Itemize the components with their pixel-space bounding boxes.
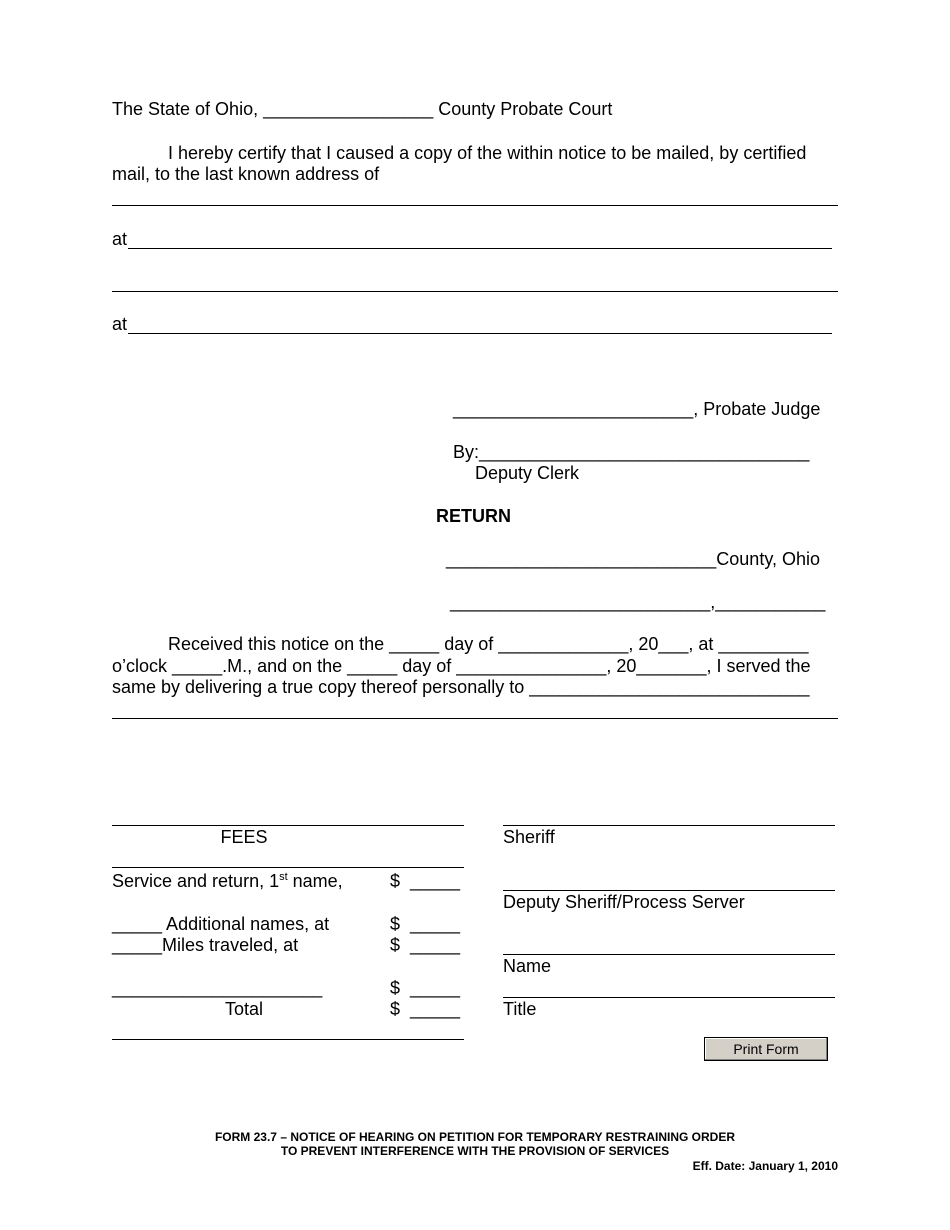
officer-name-line[interactable] — [503, 954, 835, 955]
miles-dollar-sign: $ — [390, 935, 401, 955]
return-county: ___________________________County, Ohio — [446, 549, 821, 569]
officer-name-label: Name — [503, 956, 552, 976]
served-person-line[interactable] — [112, 718, 838, 719]
received-text-1: Received this notice on the _____ day of _____________, 20___, at _________ — [168, 634, 809, 654]
fees-top-rule — [112, 825, 464, 826]
service-return-label: Service and return, 1st name, — [112, 871, 343, 891]
return-date: __________________________,___________ — [450, 592, 826, 612]
sheriff-label: Sheriff — [503, 827, 555, 847]
received-line-3: same by delivering a true copy thereof personally to ____________________________ — [112, 677, 810, 697]
at-label-1: at — [112, 229, 128, 249]
recipient-address-line-2[interactable] — [128, 333, 832, 334]
fees-bottom-rule — [112, 1039, 464, 1040]
officer-title-label: Title — [503, 999, 537, 1019]
at-label-2: at — [112, 314, 128, 334]
other-fee-label-blank[interactable]: _____________________ — [112, 978, 323, 998]
recipient-address-line-1[interactable] — [128, 248, 832, 249]
additional-dollar-sign: $ — [390, 914, 401, 934]
miles-fee-blank[interactable]: _____ — [410, 935, 461, 955]
effective-date: Eff. Date: January 1, 2010 — [692, 1159, 838, 1173]
additional-names-label: _____ Additional names, at — [112, 914, 330, 934]
additional-fee-blank[interactable]: _____ — [410, 914, 461, 934]
fees-header-rule — [112, 867, 464, 868]
received-line-1 — [112, 634, 809, 655]
fees-title: FEES — [220, 827, 268, 847]
service-dollar-sign: $ — [390, 871, 401, 891]
certify-line-2: mail, to the last known address of — [112, 164, 380, 184]
print-form-button[interactable]: Print Form — [704, 1037, 828, 1061]
deputy-sheriff-label: Deputy Sheriff/Process Server — [503, 892, 745, 912]
received-line-2: o’clock _____.M., and on the _____ day of _______________, 20_______, I served the — [112, 656, 811, 676]
certify-text-1: I hereby certify that I caused a copy of the within notice to be mailed, by certified — [168, 143, 807, 163]
return-title: RETURN — [436, 506, 511, 526]
deputy-sheriff-signature-line[interactable] — [503, 890, 835, 891]
service-fee-blank[interactable]: _____ — [410, 871, 461, 891]
probate-judge-signature: ________________________, Probate Judge — [453, 399, 821, 419]
deputy-clerk-label: Deputy Clerk — [475, 463, 580, 483]
recipient-name-line-2[interactable] — [112, 291, 838, 292]
other-dollar-sign: $ — [390, 978, 401, 998]
recipient-name-line-1[interactable] — [112, 205, 838, 206]
sheriff-signature-line[interactable] — [503, 825, 835, 826]
miles-traveled-label: _____Miles traveled, at — [112, 935, 299, 955]
form-title-line-2: TO PREVENT INTERFERENCE WITH THE PROVISION OF SERVICES — [280, 1144, 670, 1158]
certify-line-1 — [112, 143, 806, 164]
deputy-clerk-signature: By:_________________________________ — [453, 442, 810, 462]
form-title-line-1: FORM 23.7 – NOTICE OF HEARING ON PETITION FOR TEMPORARY RESTRAINING ORDER — [214, 1130, 736, 1144]
other-fee-blank[interactable]: _____ — [410, 978, 461, 998]
total-fee-blank[interactable]: _____ — [410, 999, 461, 1019]
court-header: The State of Ohio, _________________ County Probate Court — [112, 99, 613, 119]
officer-title-line[interactable] — [503, 997, 835, 998]
total-label: Total — [224, 999, 264, 1019]
total-dollar-sign: $ — [390, 999, 401, 1019]
